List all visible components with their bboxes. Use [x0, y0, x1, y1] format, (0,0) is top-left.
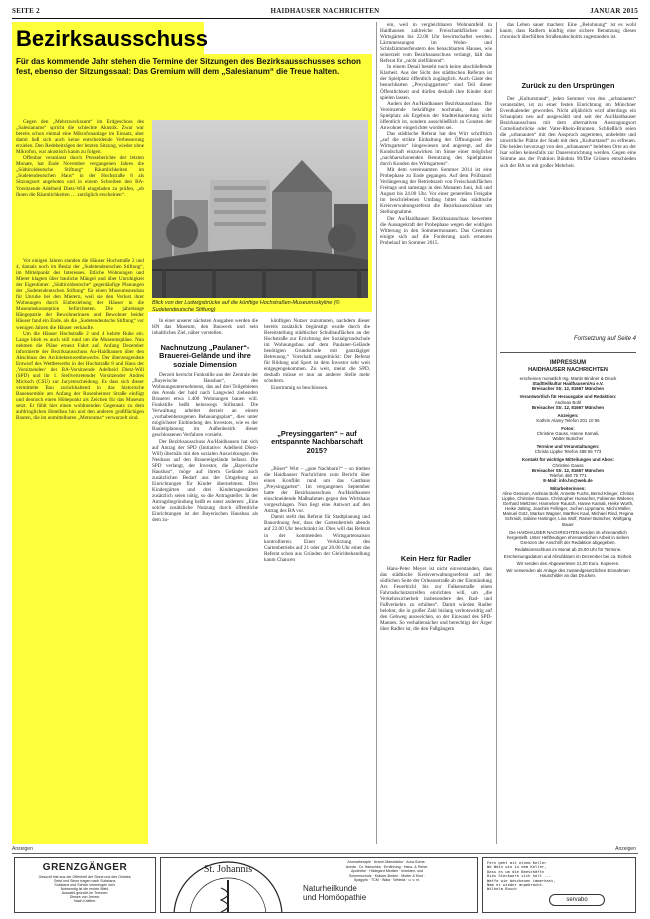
impressum-title: IMPRESSUM — [549, 360, 587, 366]
impressum-body: erscheinen monatlich Ing. Martin Bindner & Druck Stadtteilkultur Haidhausen/Au e.V. Breisacher Str. 12, 81667 München Verantwortlich für Herausgabe und Redaktion: Andreas Bohl Breisacher Str. 12, 81667 München Anzeigen: Kathrin Alamy Telefon 201 10 96 Fotos: Christine Gauss, Hanne Kamali, Walter Butscher Termine und Veranstaltungen: Christa Lippke Telefon 488 65 773 Kontakt für wichtige Mitteilungen und Abos: Christine Gauss Breisacher Str. 12, 81667 München Telefon 480 75 771 E-Mail: info.hn@web.de Mitarbeiterinnen: Aline Gessum, Andreas Bohl, Annette Fuchs, Bernd Klinger, Christa Lippke, Christine Gauss, Christopher Humacher, Fabienne Widener, Gerhard Meltzner, Hannelore Rausch, Hanne Kamali, Heike Wurth, Heike Jütting, Joachim Fellinger, Jochen Lippmann, Michi Müller, Manuel Gotz, Markus Wagner, Marthes Kaul, Michael Rind, Regina Schmidt, Sabine Hartinger, Lina Wolf, Rainer Butscher, Wolfgang Bauer Die HAIDHAUSER NACHRICHTEN werden im ehrenamtlich hergestellt. Unter Heftheutigen ehrenamtlichen Arbeit in sieben Grenzen der Anschrift der Redaktion abgegeben. Redaktionsschluss im Monat ab 25.00 Uhr für Termine. Erscheinungsdatum und Abrufdatum im Dezember bei ca. Einheit. Wir senden den Abgewerteten 21,00 Euro. Kopieren. Wir verwenden als Anlage des zustandgesetzlichen Einnahmen Hauschilder an das Drucken. — [501, 376, 635, 579]
column1-bottom: Vor einigen Jahren standen die Häuser Hochstraße 2 und 4, damals noch im Besitz der „Sudetendeutschen Stiftung“, im Mittelpunkt des Interesses. Etliche Wohnungen und Mieter klagten über bauliche Mängel und über Unruhigkeit der Eigentümer. „Südtiroldeutsche“ gegenläufige Planungen der „Sudetendeutschen Stiftung“ für einen Museumsneubau für Unruhe bei den Mietern, weil sie den Verlust ihrer Wohnungen durch Einbeziehung der Häuser in die Museumskonzeption befürchteten. Die jahrelange Hängepartie der Bewohnerinnen und Bewohner beider Häuser fand ein Ende, als die „Sudetendeutsche Stiftung“ vor wenigen Jahren die Häuser verkaufte. Um die Häuser Hochstraße 2 und 4 kehrte Ruhe ein. Lange blieb es auch still rund um die Museumspläne. Nun nehmen die Pläne erneut Fahrt auf. Anfang Dezember informierte der Bezirksausschuss Au-Haidhausen über den Abschluss des Architektenwettbewerbs. Der überzeugendste Entwurf des Wettbewerbs in der Hochstraße 8 und Haus der ‚Vorsitzenden‘ der BA-Vorsitzende Adelheid Dietz-Will (SPD) und ihr 1. Stellvertretender Vorsitzender Andres Micksch (CSU) zur Juryentscheidung. Es dass sich dieser vermittelte Bau zurückhaltend in das historische Bauensemble am Anfang der Rosenheimer Straße einfügt und dennoch einen Höhepunkt als Zeichen für das Museum setzt. Er fühlt hier einen wohltuenden Gegensatz zu dem aufdringlichen Hotelbau hin und den anderen großflächigen Bauten, die im unmittelbaren „Motorama“ verwurzelt sind. — [16, 258, 144, 422]
page-header — [12, 7, 638, 17]
column3-preysinggarten: „Böser“ Wirt – „gute Nachbarn?“ – so titelten die Haidhauser Nachrichten zum Bericht über einen Konflikt rund um das Gasthaus „Preysinggarten“. Im vergangenen September hatte der Bezirksausschuss Au/Haidhausen einschneidende Maßnahmen gegen den Wirtshaus vorgeschlagen. Nun liegt eine Antwort auf den Antrag des BA vor. Damit stellt das Referat für Stadtplanung und Bauordnung fest, dass der Gartenbetrieb abends auf 22.00 Uhr beschränkt ist. Dies will das Referat in der kommenden Wirtsgartensaison kontrollieren. Einer Verkürzung des Gartenbetriebs auf 21 oder gar 20.00 Uhr einer das Referat schon aus Gründen der Gleichbehandlung kaum Chancen — [264, 466, 370, 563]
ads-label-left: Anzeigen — [12, 846, 33, 852]
column5-top: das Leben sauer machen: Eine „Belohnung“ ist es wohl kaum, dass Radlern künftig eine sichere Benutzung dieses chronisch überfüllten Straßenabschnitts zugestanden ist. — [500, 22, 636, 41]
museum-photo-illustration — [152, 120, 368, 298]
column4-radler: Hans-Peter Meyer ist nicht einverstanden, dass das städtische Kreisverwaltungsreferat auf der südlichen Seite der Orleansstraße ab der Einmündung Ars Feuerbichl bis zur Falkenstraße einen Fahrradschutzstreifen einrichten will, um „die Verkehrssicherheit insbesondere des Rad- und Fußverkehrs zu erhöhen“. Damit würden Radler belohnt, die in großer Zahl bislang verbotswidrig auf den Gehweg ausweichen, so der Einwand des SPD-Mannes. So verhaltensicher und berechtigt der Ärger über Radler ist, die den Fußgängern — [380, 566, 492, 633]
continued-note: Fortsetzung auf Seite 4 — [573, 336, 636, 342]
busch-poem: Fern geht mit einem Keller Wo Wein wie in dem Keller, Dass es um die Beeschäftn Dies Steckwerk sich holt ... Waffe wie beschauen immerhast, Nam er wieder angebracht. Wilhelm Busch — [487, 860, 556, 892]
ad-st-johannis-apotheke[interactable] — [160, 857, 478, 913]
issue-date: JANUAR 2015 — [590, 7, 638, 15]
ad-servabo[interactable] — [482, 857, 636, 913]
subhead-paulaner: Nachnutzung „Paulaner“-Brauerei-Gelände und ihre soziale Dimension — [159, 343, 251, 369]
apotheke-services: Aromatherapie · Arznei-Manufaktur · Aura-Soma · Aveda · Dr. Hauschka · Ernährung · Haus- & Reise- Apotheke · Hildegard Medizin · Insekten- und Sonnenschutz · Kräuter-Boden · Mutter & Kind · Spagyrik · TCM · Wala · Weleda · u. v. m. — [345, 860, 429, 883]
ad-grenzgaenger[interactable] — [14, 857, 156, 913]
museum-photo — [152, 120, 368, 298]
header-rule — [12, 18, 638, 19]
column3-top: künftigen Nutzer zuzumuten, nachdem dieser bereits zusätzlich begünstigt wurde durch die Bereitstellung städtischer Schulbauflächen an der Hochstraße zur Errichtung der Sozialgrundschule im Wohnungsbau auf dem Paulaner-Gelände benötigten Grundschule mit ganztägiger Betreuung.“ Vorerhalt ausgedrückt: Der Referat für Bildung und Sport ist dem Investor sehr weit entgegengekommen. Zu weit, meint die SPD, deshalb müsse er nun an anderer Stelle mehr schultern. Einstimmig so beschlossen. — [264, 318, 370, 391]
seal-top-text: St. Johannis — [203, 864, 253, 875]
impressum-paper: HAIDHAUSER NACHRICHTEN — [528, 367, 608, 374]
subhead-radler: Kein Herz für Radler — [400, 554, 472, 563]
column5-kulturstrand: Der „Kulturstrand“, jeden Sommer von den „urbanauten“ veranstaltet, ist zu einer festen Einrichtung im Münchner Eventkalender geworden. Nicht alljährlich wird allerdings ein Schauplatz neu auf ausgewählt und seit der Au/Haidhauser Bezirksausschuss mit dem alternativen Austragungsort Corneliusbrücke oder Vater-Rhein-Brunnen. Schließlich seien die „urbanauten“ mit den Anspruch angetreten, unbelebte und unwirtliche Plätze der Stadt mit dem „Kulturstand“ zu erfreuen. Die beiden bevorzugt von den „urbanauten“ belebten Orte an der Isar sollen keinesfalls zur Dauereinrichtung werden. Gegen eine Stimme aus der Fraktion Bündnis 90/Die Grünen entschieden sich der BA so mit großer Mehrheit. — [500, 96, 636, 169]
page-number: SEITE 2 — [12, 7, 40, 15]
grenzgaenger-text: Gesucht bist aus der Offenheit der Sinne und des Geistes, Geist und Sinne tragen nach Substanz. Substanz und Schein vermengen sich. Notwendig ist die rechte Wahl. Auswahl gründet im Trennen. Dieses von Jenem. Nach Kräften. — [38, 875, 132, 903]
apotheke-seal-icon — [163, 858, 293, 913]
subhead-preysinggarten: „Preysinggarten“ – auf entspannte Nachbarschaft 2015? — [271, 429, 363, 455]
column2-intro: In einer unserer nächsten Ausgaben werden die HN das Museum, den Bauwerk und sein inhaltliches Ziel, näher vorstellen. — [152, 318, 258, 337]
column4-text: ein, weil in vergleichbaren Wohnumfeld in Haidhausen zahlreiche Freischankflächen und Wirtsgärten bis 22.00 Uhr bewirtschaftet werden. Lärmmessungen im Wohn- und Schlafzimmerfenstern des benachbarten Hauses, wie seinerzeit vom Bezirksausschuss verlangt, hält das Referat für „nicht zielführend“. In einem Detail besteht noch keine abschließende Klarheit. Aus der Sicht des städtischen Referats ist der Spielplatz öffentlich zugänglich. Auch Gäste des benachbarten „Preysinggartens“ sind Teil dieser Öffentlichkeit und dürfen deshalb ihre Kinder dort spielen lassen. Anders der Au/Haidhauser Bezirksausschuss. Die Vereinzende bekräftigte nochmals, dass der Spielplatz als Ergebnis der Stadtteilsanierung nicht öffentlich ist, sondern ausschließlich zu Gunsten der Anwohner eingerichtet worden sei. Das städtische Referat hat den Wirt schriftlich „auf die strikte Einhaltung der Öffnungszeit des Wirtsgartens“ hingewiesen und angeregt, auf die Kundschaft einzuwirken im Sinne einer möglichst „nachbarschonenden Benutzung des Spielplatzes durch Kunden des Wirtsgartens“. Mit dem vereinsamten Sommer 2014 ist eine Probephase zu Ende gegangen. Auf dem Prüfstand: Verlängerung der Betriebszeit von Freischankflächen Freitags und samstags in den Monaten Juni, Juli und August bis 24.00 Uhr. Vor einer generellen Freigabe im beschriebenen Umfang bittet das städtische Kreisverwaltungsreferat die Bezirksausschüsse um Stellungnahme. Der Au/Haidhauser Bezirksausschuss bewertete die Aussagekraft der Probephase wegen der widrigen Witterung in den Sommermonaten. Das Gremium einigte sich auf die Forderung nach erneuten Probelauf im Sommer 2015. — [380, 22, 492, 246]
column2-paulaner: Derzeit herrscht Funkstille aus der Zentrale der „Bayerische Hausbau“, des Wohnungsunternehmens, das auf drei Teilgebieten des Areals der bald nach Langwied ziehenden Brauerei etwa 1.400 Wohnungen bauen will. Funkstille heißt keinswegs Stillstand. Die Verwaltung arbeitet derzeit an einem „vorhabenbezogenen Bebauungsplan“, dies unter möglichster Einbindung des Investors, wie es der Bauleitplanung im Außenbezirk dieser geschlossenen Verfahren vorsieht. Der Bezirksausschuss Au/Haidhausen hat sich auf Antrag der SPD (Initiative: Adelheid Dietz-Will) übernäls mit den sozialen Auswirkungen des Neubaus auf den Brauereigelände befasst. Die SPD verlangt, der Investor, die „Bayerische Hausbau“, möge auf ihrem Gelände auch zusätzlichen Bedarf aus der Umgebung an Einrichtungen für Kinder übernehmen. Drei Kindergärten und drei Kindertagesstätten zusätzlich seien nötig, so die Antragsteller. In der Antragsbegründung heißt es unter anderem: „Eine solche zusätzliche Nutzung durch öffentliche Einrichtungen ist der Bayerischen Hausbau als dem zu- — [152, 372, 258, 524]
column-rule — [376, 22, 377, 844]
column-rule — [496, 22, 497, 844]
impressum-box — [500, 352, 636, 842]
photo-caption: Blick von der Ludwigsbrücke auf die künftige Hochstraßen-Museumsskyline (© Sudetendeutsche Stiftung) — [152, 300, 340, 313]
apotheke-slogan: Naturheilkunde und Homöopathie — [303, 884, 367, 902]
article-lead: Für das kommende Jahr stehen die Termine der Sitzungen des Bezirksausschusses schon fest, ebenso der Sitzungssaal: Das Gremium will dem „Salesianum“ die Treue halten. — [16, 57, 361, 76]
subhead-urspruenge: Zurück zu den Ursprüngen — [521, 81, 615, 90]
article-headline: Bezirksausschuss — [16, 26, 208, 51]
ads-label-right: Anzeigen — [615, 846, 636, 852]
servabo-logo: servabo — [549, 894, 605, 906]
column1-top: Gegen den „Mehrzweckraum“ im Erdgeschoss des „Salesianums“ spricht die schlechte Akustik. Zwar war bereits schon einmal eine Mikrofonanlage im Einsatz, aber damit ließ sich auch keine entscheidende Verbesserung erzielen. Den Redebeiträgen der letzten Sitzung, wieder ohne Mikrofon, war akustisch kaum zu folgen. Offenbar veranlasst durch Presseberichte der letzten Monate, hat Ende November vergangenen Jahres die „Südtiroldeutsche Stiftung“ Räumlichkeiten im „Sudetendeutschen Haus“ in der Hochstraße 8 als Sitzungsort angeboten und in einem Schreiben den BA-Vorsitzende Adelheid Dietz-Will eingeladen zu prüfen, „ob Ihnen die Räumlichkeiten … zuträglich erscheinen“. — [16, 119, 144, 198]
grenzgaenger-title: GRENZGÄNGER — [42, 862, 128, 873]
paper-title: HAIDHAUSER NACHRICHTEN — [270, 7, 380, 15]
ads-rule — [12, 853, 638, 854]
